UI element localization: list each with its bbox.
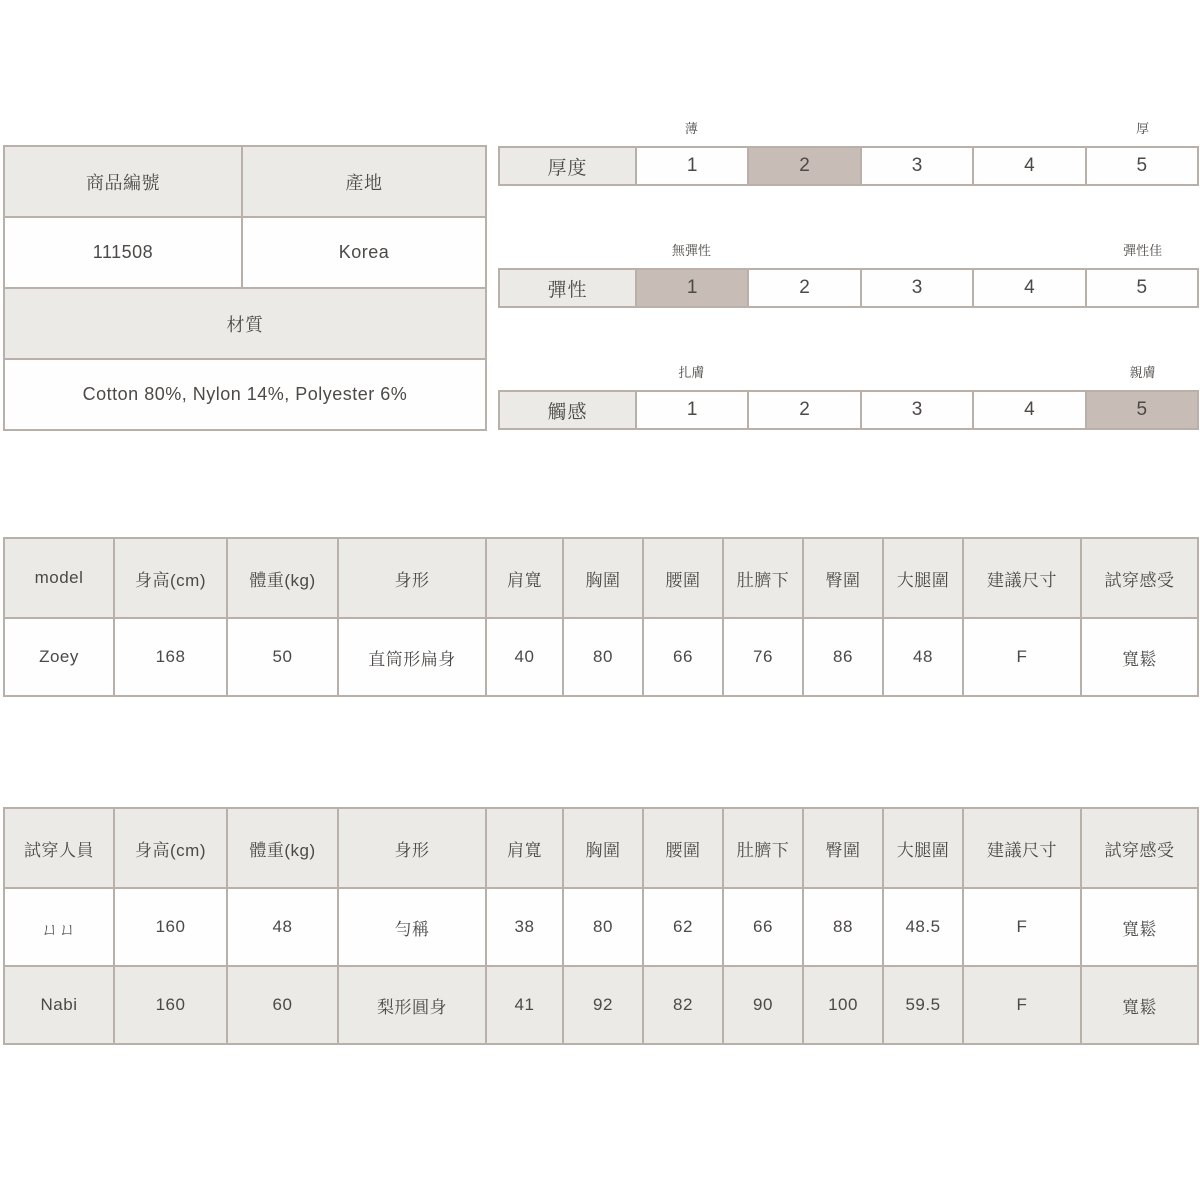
- elasticity-scale-table: [498, 268, 1199, 308]
- table-cell: 82: [643, 966, 723, 1044]
- touch-max-label: 親膚: [1129, 365, 1156, 380]
- column-header: 肚臍下: [723, 538, 803, 618]
- table-cell: 92: [563, 966, 643, 1044]
- table-cell: F: [963, 966, 1081, 1044]
- fitting-staff-table: [3, 807, 1199, 1045]
- origin-header: 產地: [242, 146, 486, 217]
- column-header: 大腿圍: [883, 538, 963, 618]
- touch-min-label: 扎膚: [678, 365, 705, 380]
- product-code-header: 商品編號: [4, 146, 242, 217]
- product-info-table: [3, 145, 487, 431]
- origin-value: Korea: [242, 217, 486, 288]
- material-value: Cotton 80%, Nylon 14%, Polyester 6%: [4, 359, 486, 430]
- table-cell: F: [963, 618, 1081, 696]
- table-row: [4, 966, 1198, 1044]
- table-cell: F: [963, 888, 1081, 966]
- column-header: 建議尺寸: [963, 538, 1081, 618]
- table-cell: 直筒形扁身: [338, 618, 486, 696]
- scale-cell: 2: [748, 269, 860, 307]
- table-header-row: [4, 538, 1198, 618]
- table-cell: 40: [486, 618, 563, 696]
- column-header: 建議尺寸: [963, 808, 1081, 888]
- table-cell: 80: [563, 618, 643, 696]
- column-header: 身形: [338, 538, 486, 618]
- column-header: 試穿感受: [1081, 808, 1198, 888]
- touch-scale-endpoint-labels: [498, 362, 1199, 381]
- table-cell: 48: [883, 618, 963, 696]
- elasticity-max-label: 彈性佳: [1123, 243, 1163, 258]
- table-cell: 50: [227, 618, 338, 696]
- scale-cell: 4: [973, 391, 1085, 429]
- table-cell: 76: [723, 618, 803, 696]
- table-cell: 38: [486, 888, 563, 966]
- column-header: 身形: [338, 808, 486, 888]
- scale-cell: 3: [861, 269, 973, 307]
- column-header: 身高(cm): [114, 538, 227, 618]
- table-row: [4, 888, 1198, 966]
- elasticity-min-label: 無彈性: [671, 243, 711, 258]
- scale-cell: 4: [973, 269, 1085, 307]
- table-header-row: [4, 808, 1198, 888]
- table-cell: Nabi: [4, 966, 114, 1044]
- table-cell: 48.5: [883, 888, 963, 966]
- column-header: 肚臍下: [723, 808, 803, 888]
- table-cell: 100: [803, 966, 883, 1044]
- column-header: 腰圍: [643, 808, 723, 888]
- thickness-scale-label: 厚度: [499, 147, 636, 185]
- scale-cell: 1: [636, 147, 748, 185]
- table-cell: 66: [643, 618, 723, 696]
- table-cell: ㄩㄩ: [4, 888, 114, 966]
- touch-scale-label: 觸感: [499, 391, 636, 429]
- scale-cell: 5: [1086, 269, 1198, 307]
- table-cell: 66: [723, 888, 803, 966]
- touch-scale-table: [498, 390, 1199, 430]
- scale-cell: 2: [748, 147, 860, 185]
- table-cell: 寬鬆: [1081, 618, 1198, 696]
- table-cell: 168: [114, 618, 227, 696]
- table-cell: Zoey: [4, 618, 114, 696]
- thickness-scale-table: [498, 146, 1199, 186]
- column-header: 臀圍: [803, 808, 883, 888]
- scale-cell: 5: [1086, 391, 1198, 429]
- scale-cell: 3: [861, 147, 973, 185]
- column-header: 體重(kg): [227, 538, 338, 618]
- scale-cell: 4: [973, 147, 1085, 185]
- product-code-value: 111508: [4, 217, 242, 288]
- table-cell: 62: [643, 888, 723, 966]
- table-cell: 梨形圓身: [338, 966, 486, 1044]
- table-cell: 86: [803, 618, 883, 696]
- table-row: [4, 618, 1198, 696]
- column-header: 胸圍: [563, 538, 643, 618]
- model-measurements-table: [3, 537, 1199, 697]
- table-cell: 160: [114, 888, 227, 966]
- column-header: 腰圍: [643, 538, 723, 618]
- thickness-min-label: 薄: [684, 121, 698, 136]
- table-cell: 88: [803, 888, 883, 966]
- thickness-scale-endpoint-labels: [498, 118, 1199, 137]
- table-cell: 48: [227, 888, 338, 966]
- column-header: 大腿圍: [883, 808, 963, 888]
- column-header: 試穿感受: [1081, 538, 1198, 618]
- column-header: 胸圍: [563, 808, 643, 888]
- table-cell: 寬鬆: [1081, 888, 1198, 966]
- scale-cell: 5: [1086, 147, 1198, 185]
- column-header: 身高(cm): [114, 808, 227, 888]
- scale-cell: 1: [636, 391, 748, 429]
- scale-cell: 2: [748, 391, 860, 429]
- table-cell: 160: [114, 966, 227, 1044]
- column-header: 體重(kg): [227, 808, 338, 888]
- column-header: 試穿人員: [4, 808, 114, 888]
- table-cell: 寬鬆: [1081, 966, 1198, 1044]
- column-header: 肩寬: [486, 538, 563, 618]
- elasticity-scale-label: 彈性: [499, 269, 636, 307]
- scale-cell: 3: [861, 391, 973, 429]
- material-header: 材質: [4, 288, 486, 359]
- elasticity-scale-endpoint-labels: [498, 240, 1199, 259]
- table-cell: 60: [227, 966, 338, 1044]
- table-cell: 41: [486, 966, 563, 1044]
- table-cell: 勻稱: [338, 888, 486, 966]
- thickness-max-label: 厚: [1136, 121, 1150, 136]
- column-header: model: [4, 538, 114, 618]
- table-cell: 80: [563, 888, 643, 966]
- table-cell: 59.5: [883, 966, 963, 1044]
- table-cell: 90: [723, 966, 803, 1044]
- column-header: 臀圍: [803, 538, 883, 618]
- column-header: 肩寬: [486, 808, 563, 888]
- scale-cell: 1: [636, 269, 748, 307]
